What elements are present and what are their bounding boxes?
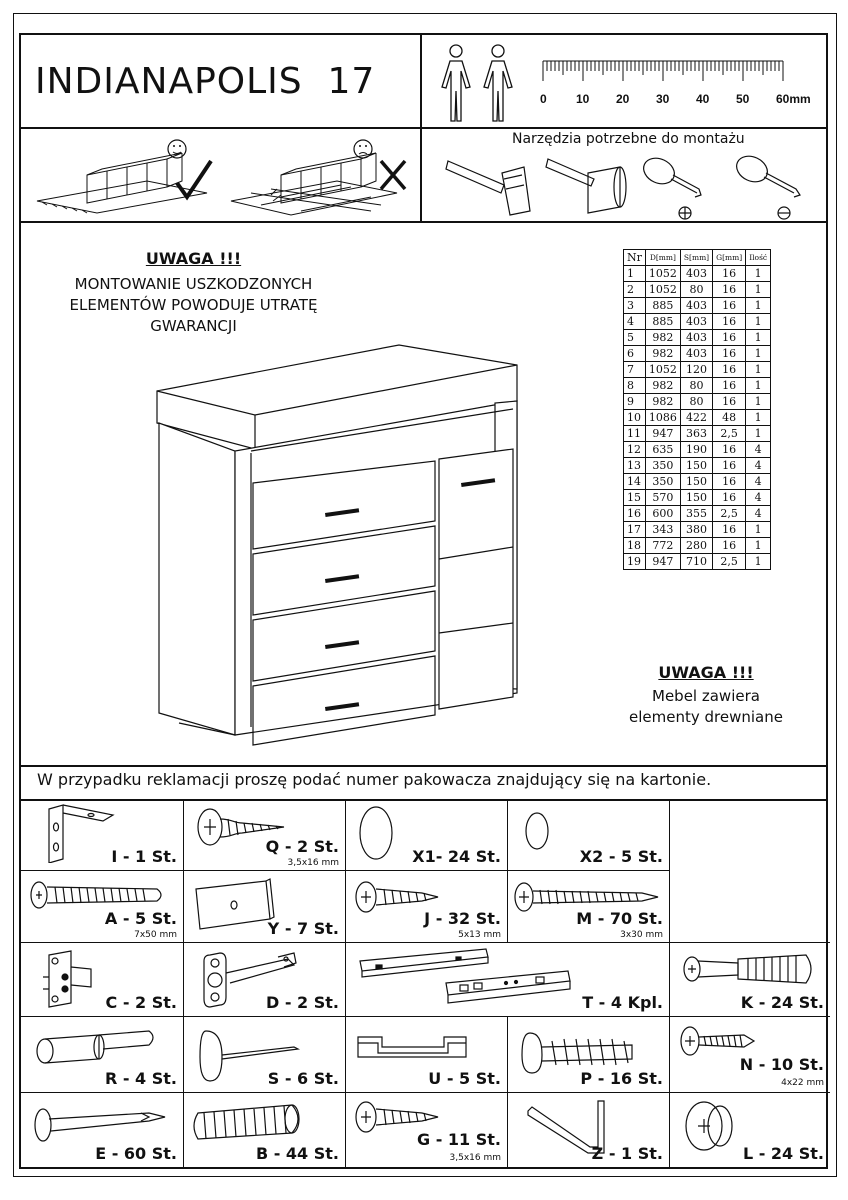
table-cell: 120 (680, 362, 712, 378)
warning-left-line: GWARANCJI (150, 317, 237, 335)
table-cell: 982 (645, 378, 680, 394)
angle-bracket-icon (39, 803, 119, 863)
handle-icon (352, 1027, 472, 1067)
tools-title: Narzędzia potrzebne do montażu (512, 131, 745, 147)
hardware-cell-X2 (508, 799, 670, 871)
table-cell: 19 (624, 554, 646, 570)
measuring-ruler (537, 57, 817, 111)
warning-right-line: Mebel zawiera (652, 687, 760, 705)
ruler-label: 20 (616, 92, 630, 106)
hardware-cell-Q (184, 799, 346, 871)
table-cell: 16 (713, 378, 746, 394)
table-cell: 14 (624, 474, 646, 490)
table-cell: 280 (680, 538, 712, 554)
cover-cap-small-icon (522, 809, 552, 853)
table-cell: 16 (713, 522, 746, 538)
warning-right (581, 663, 831, 728)
table-cell: 150 (680, 474, 712, 490)
hardware-cell-S (184, 1017, 346, 1093)
table-cell: 13 (624, 458, 646, 474)
table-cell: 885 (645, 314, 680, 330)
correct-handling-illustration (27, 135, 217, 219)
table-cell: 6 (624, 346, 646, 362)
table-cell: 710 (680, 554, 712, 570)
table-cell: 4 (746, 506, 771, 522)
hardware-size: 3,5x16 mm (287, 858, 339, 868)
table-cell: 1052 (645, 362, 680, 378)
table-row (624, 330, 771, 346)
phillips-screwdriver-icon (637, 151, 727, 223)
hardware-label: C - 2 St. (105, 993, 177, 1012)
flat-screwdriver-icon (732, 151, 824, 223)
table-cell: 1 (746, 394, 771, 410)
hammer-icon (444, 149, 544, 221)
hardware-label: S - 6 St. (267, 1069, 339, 1088)
table-cell: 363 (680, 426, 712, 442)
table-cell: 1 (746, 266, 771, 282)
nail-icon (31, 1099, 171, 1145)
table-cell: 772 (645, 538, 680, 554)
hardware-label: X2 - 5 St. (579, 847, 663, 866)
hardware-cell-L (670, 1093, 830, 1167)
hardware-cell-K (670, 943, 830, 1017)
hardware-cell-Z (508, 1093, 670, 1167)
table-row (624, 410, 771, 426)
table-cell: 9 (624, 394, 646, 410)
hardware-cell-Y (184, 871, 346, 943)
hardware-label: Q - 2 St. (265, 837, 339, 856)
ruler-label: 50 (736, 92, 750, 106)
screw-icon (678, 1023, 758, 1059)
table-cell: 403 (680, 346, 712, 362)
table-cell: 403 (680, 266, 712, 282)
warning-left (21, 249, 366, 337)
cam-lock-icon (682, 1099, 742, 1153)
table-cell: 5 (624, 330, 646, 346)
table-cell: 7 (624, 362, 646, 378)
table-cell: 16 (713, 394, 746, 410)
table-cell: 16 (624, 506, 646, 522)
table-cell: 150 (680, 458, 712, 474)
table-cell: 15 (624, 490, 646, 506)
table-cell: 12 (624, 442, 646, 458)
hardware-label: R - 4 St. (104, 1069, 177, 1088)
ruler-label: 0 (540, 92, 547, 106)
hardware-label: B - 44 St. (255, 1144, 339, 1163)
table-cell: 80 (680, 394, 712, 410)
table-cell: 11 (624, 426, 646, 442)
table-cell: 16 (713, 298, 746, 314)
table-header: S[mm] (680, 250, 712, 266)
table-cell: 16 (713, 490, 746, 506)
hardware-cell-P (508, 1017, 670, 1093)
table-cell: 4 (746, 458, 771, 474)
hardware-label: K - 24 St. (740, 993, 824, 1012)
table-row (624, 458, 771, 474)
table-cell: 635 (645, 442, 680, 458)
hardware-label: J - 32 St. (424, 909, 501, 928)
table-row (624, 362, 771, 378)
header-right-box (420, 33, 828, 129)
table-row (624, 490, 771, 506)
table-row (624, 522, 771, 538)
table-cell: 1 (746, 426, 771, 442)
hardware-label: Z - 1 St. (591, 1144, 663, 1163)
table-cell: 8 (624, 378, 646, 394)
assembly-overview (19, 221, 828, 767)
table-cell: 2,5 (713, 506, 746, 522)
wood-dowel-icon (188, 1099, 308, 1143)
hardware-cell-I (21, 799, 184, 871)
table-cell: 17 (624, 522, 646, 538)
table-cell: 16 (713, 266, 746, 282)
hardware-size: 3x30 mm (620, 930, 663, 940)
table-cell: 16 (713, 474, 746, 490)
table-cell: 947 (645, 426, 680, 442)
hardware-label: I - 1 St. (111, 847, 177, 866)
hardware-label: P - 16 St. (580, 1069, 663, 1088)
table-row (624, 266, 771, 282)
table-cell: 1 (746, 522, 771, 538)
hardware-cell-U (346, 1017, 508, 1093)
table-cell: 380 (680, 522, 712, 538)
table-row (624, 474, 771, 490)
hardware-label: D - 2 St. (265, 993, 339, 1012)
hardware-cell-E (21, 1093, 184, 1167)
table-cell: 2,5 (713, 426, 746, 442)
table-cell: 1 (746, 330, 771, 346)
table-cell: 422 (680, 410, 712, 426)
table-cell: 4 (746, 490, 771, 506)
table-header: Nr (624, 250, 646, 266)
table-cell: 16 (713, 538, 746, 554)
table-cell: 1 (746, 362, 771, 378)
table-cell: 1052 (645, 266, 680, 282)
table-cell: 1052 (645, 282, 680, 298)
table-cell: 600 (645, 506, 680, 522)
table-cell: 403 (680, 314, 712, 330)
plastic-dowel-icon (518, 1025, 648, 1075)
table-cell: 16 (713, 314, 746, 330)
table-cell: 190 (680, 442, 712, 458)
hardware-cell-M (508, 871, 670, 943)
table-header: D[mm] (645, 250, 680, 266)
hardware-label: G - 11 St. (417, 1130, 501, 1149)
hardware-cell-empty (670, 799, 830, 943)
table-cell: 1 (746, 282, 771, 298)
table-cell: 1 (746, 314, 771, 330)
table-cell: 1 (746, 410, 771, 426)
page-title: INDIANAPOLIS 17 (35, 61, 376, 102)
table-cell: 885 (645, 298, 680, 314)
hardware-cell-J (346, 871, 508, 943)
hardware-size: 3,5x16 mm (449, 1153, 501, 1163)
table-cell: 1 (746, 378, 771, 394)
cam-bolt-icon (678, 949, 826, 989)
table-cell: 3 (624, 298, 646, 314)
table-cell: 982 (645, 346, 680, 362)
table-cell: 982 (645, 394, 680, 410)
table-cell: 1 (746, 538, 771, 554)
hardware-cell-N (670, 1017, 830, 1093)
warning-left-line: MONTOWANIE USZKODZONYCH (74, 275, 313, 293)
table-row (624, 346, 771, 362)
table-cell: 4 (624, 314, 646, 330)
hinge-plate-icon (39, 947, 99, 1011)
table-cell: 982 (645, 330, 680, 346)
handling-box (19, 127, 422, 223)
wrong-handling-illustration (221, 135, 417, 219)
table-cell: 2 (624, 282, 646, 298)
hardware-cell-C (21, 943, 184, 1017)
parts-table (623, 249, 771, 570)
hardware-label: U - 5 St. (428, 1069, 501, 1088)
table-row (624, 314, 771, 330)
table-row (624, 298, 771, 314)
table-cell: 16 (713, 282, 746, 298)
cover-cap-icon (356, 803, 396, 863)
hardware-label: E - 60 St. (95, 1144, 177, 1163)
table-cell: 947 (645, 554, 680, 570)
hardware-label: M - 70 St. (576, 909, 663, 928)
hardware-label: A - 5 St. (104, 909, 177, 928)
warning-left-heading: UWAGA !!! (145, 249, 242, 268)
table-cell: 350 (645, 474, 680, 490)
table-cell: 18 (624, 538, 646, 554)
table-row (624, 538, 771, 554)
ruler-label: 60mm (776, 92, 811, 106)
table-cell: 350 (645, 458, 680, 474)
complaint-note-box (19, 765, 828, 801)
header-title-box (19, 33, 422, 129)
tools-box (420, 127, 828, 223)
table-row (624, 554, 771, 570)
table-cell: 4 (746, 442, 771, 458)
shelf-pin-icon (31, 1025, 161, 1071)
table-row (624, 426, 771, 442)
table-cell: 16 (713, 346, 746, 362)
table-cell: 16 (713, 458, 746, 474)
table-header: Ilość (746, 250, 771, 266)
table-cell: 1 (746, 554, 771, 570)
table-cell: 4 (746, 474, 771, 490)
cross-icon (381, 161, 405, 189)
table-cell: 403 (680, 330, 712, 346)
hardware-cell-R (21, 1017, 184, 1093)
glide-pad-icon (190, 875, 280, 935)
table-row (624, 442, 771, 458)
drawer-slide-icon (356, 947, 576, 1009)
table-header: G[mm] (713, 250, 746, 266)
table-cell: 1 (746, 298, 771, 314)
table-row (624, 506, 771, 522)
table-row (624, 394, 771, 410)
table-cell: 150 (680, 490, 712, 506)
table-cell: 1 (746, 346, 771, 362)
table-cell: 80 (680, 282, 712, 298)
warning-left-line: ELEMENTÓW POWODUJE UTRATĘ (69, 296, 318, 314)
hardware-size: 7x50 mm (134, 930, 177, 940)
table-cell: 355 (680, 506, 712, 522)
table-cell: 2,5 (713, 554, 746, 570)
table-row (624, 378, 771, 394)
table-cell: 343 (645, 522, 680, 538)
table-cell: 10 (624, 410, 646, 426)
warning-right-line: elementy drewniane (629, 708, 783, 726)
mallet-icon (544, 149, 634, 221)
table-cell: 16 (713, 330, 746, 346)
ruler-label: 40 (696, 92, 710, 106)
ruler-label: 10 (576, 92, 590, 106)
table-row (624, 282, 771, 298)
table-cell: 403 (680, 298, 712, 314)
hardware-cell-A (21, 871, 184, 943)
hardware-cell-D (184, 943, 346, 1017)
warning-right-heading: UWAGA !!! (658, 663, 754, 682)
hardware-cell-G (346, 1093, 508, 1167)
hardware-cell-B (184, 1093, 346, 1167)
table-cell: 1086 (645, 410, 680, 426)
complaint-note: W przypadku reklamacji proszę podać numer pakowacza znajdujący się na kartonie. (37, 770, 712, 789)
table-cell: 16 (713, 362, 746, 378)
table-cell: 16 (713, 442, 746, 458)
hardware-label: X1- 24 St. (412, 847, 501, 866)
table-cell: 48 (713, 410, 746, 426)
hardware-label: L - 24 St. (742, 1144, 824, 1163)
table-cell: 1 (624, 266, 646, 282)
hardware-label: T - 4 Kpl. (582, 993, 663, 1012)
hardware-label: N - 10 St. (739, 1055, 824, 1074)
ruler-label: 30 (656, 92, 670, 106)
two-persons-icon (428, 41, 524, 125)
chest-of-drawers-illustration (139, 343, 559, 753)
hardware-cell-T (346, 943, 670, 1017)
table-cell: 570 (645, 490, 680, 506)
hardware-cell-X1 (346, 799, 508, 871)
hardware-label: Y - 7 St. (267, 919, 339, 938)
table-cell: 80 (680, 378, 712, 394)
hardware-size: 4x22 mm (781, 1078, 824, 1088)
hardware-grid (19, 799, 828, 1169)
hardware-size: 5x13 mm (458, 930, 501, 940)
confirmat-screw-icon (27, 877, 167, 913)
